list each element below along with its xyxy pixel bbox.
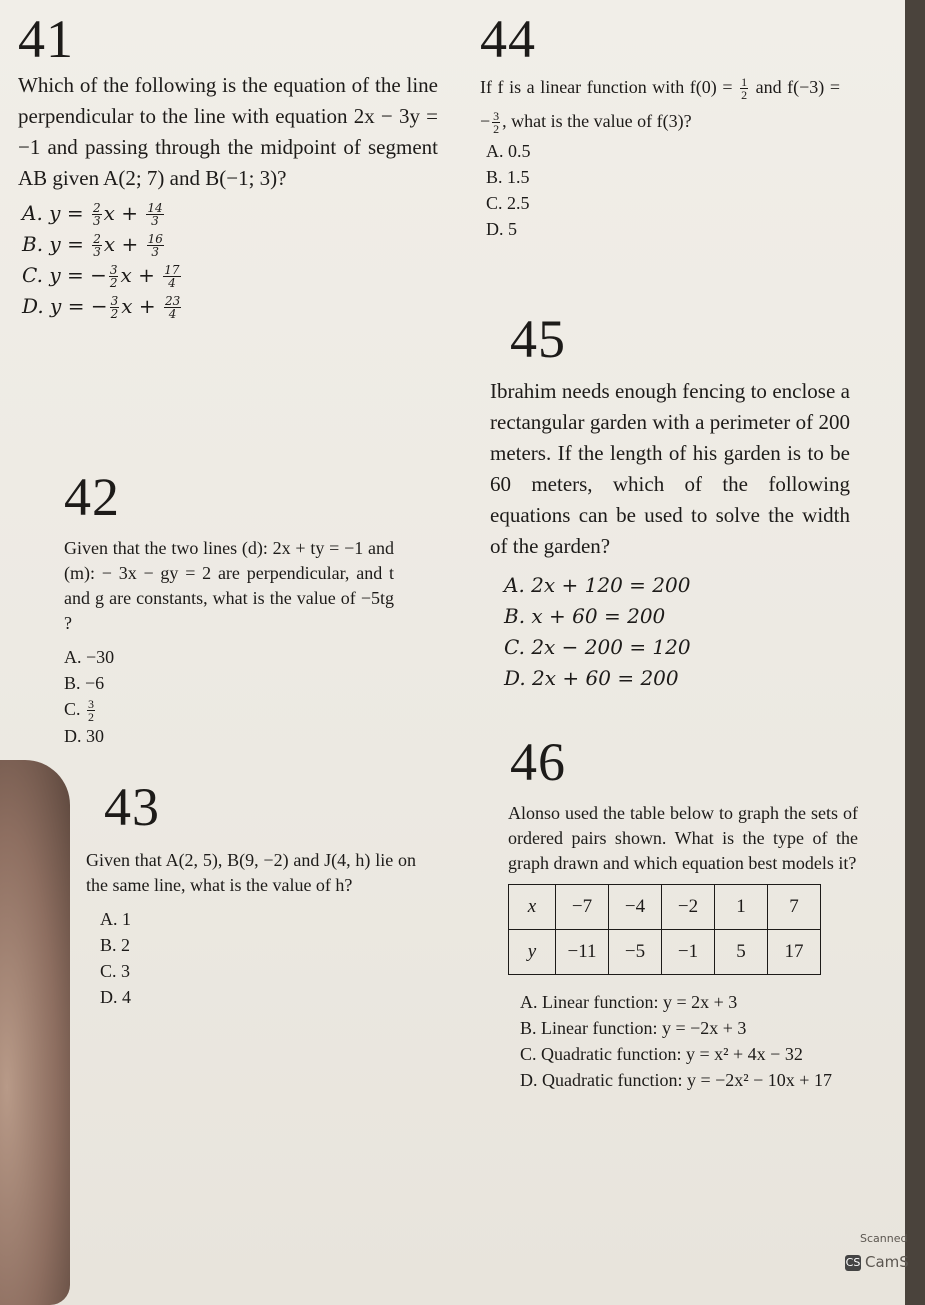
option-a[interactable]: A. y = $\frac{2}{3}$ x + $\frac{14}{3}$ [22,201,163,228]
question-text: Given that the two lines (d): 2x + ty = −1 and (m): − 3x − gy = 2 are perpendicular, and t and g are constants, what is the value of −5tg ? [64,538,394,633]
option-d[interactable]: D. 5 [486,219,517,239]
question-text: Alonso used the table below to graph the sets of ordered pairs shown. What is the type of the graph drawn and which equation best models it? [508,803,858,873]
option-d[interactable]: D. 4 [100,987,131,1007]
option-b[interactable]: B. x + 60 = 200 [504,604,666,628]
options-list [64,644,394,749]
options-list [22,198,438,322]
options-list [504,570,850,694]
question-number: 41 [18,9,74,69]
ordered-pairs-table [508,884,821,975]
options-list [100,906,416,1010]
table-header-x: x [509,885,556,930]
question-text: If f is a linear function with f(0) = $\frac{1}{2}$ and f(−3) = − $\frac{3}{2}$ , what is the value of f(3)? [480,75,841,137]
question-44 [480,9,841,242]
question-number: 43 [104,777,160,837]
question-43 [86,777,416,1010]
question-42 [64,467,394,749]
options-list [520,989,860,1093]
option-b[interactable]: B. −6 [64,673,105,693]
camscanner-watermark: CS CamS [845,1253,909,1271]
question-text: Given that A(2, 5), B(9, −2) and J(4, h) lie on the same line, what is the value of h? [86,850,416,895]
table-cell: 7 [768,885,821,930]
option-a[interactable]: A. Linear function: y = 2x + 3 [520,992,738,1012]
table-cell: −11 [556,930,609,975]
camscanner-logo-icon: CS [845,1255,861,1269]
table-cell: −2 [662,885,715,930]
table-row [509,885,821,930]
option-b[interactable]: B. Linear function: y = −2x + 3 [520,1018,747,1038]
table-cell: −5 [609,930,662,975]
option-d[interactable]: D. Quadratic function: y = −2x² − 10x + 17 [520,1070,832,1090]
option-c[interactable]: C. y = − $\frac{3}{2}$ x + $\frac{17}{4}$ [22,263,180,290]
table-cell: −7 [556,885,609,930]
option-a[interactable]: A. 2x + 120 = 200 [504,573,691,597]
option-c[interactable]: C. $\frac{3}{2}$ [64,697,95,725]
question-number: 46 [510,732,566,792]
option-b[interactable]: B. 1.5 [486,167,530,187]
question-41 [18,9,438,322]
option-a[interactable]: A. −30 [64,647,115,667]
option-c[interactable]: C. 2.5 [486,193,530,213]
option-a[interactable]: A. 0.5 [486,141,531,161]
question-text: Ibrahim needs enough fencing to enclose a rectangular garden with a perimeter of 200 meters. If the length of his garden is to be 60 meters, which of the following equations can be used to solve the width of the garden? [490,379,850,558]
question-45 [490,309,850,694]
question-number: 45 [510,309,566,369]
question-46 [508,732,858,1093]
option-d[interactable]: D. y = − $\frac{3}{2}$ x + $\frac{23}{4}$ [22,294,181,321]
question-number: 42 [64,467,120,527]
table-row [509,930,821,975]
table-header-y: y [509,930,556,975]
table-cell: 1 [715,885,768,930]
page-edge-shadow [905,0,925,1305]
option-c[interactable]: C. Quadratic function: y = x² + 4x − 32 [520,1044,803,1064]
table-cell: 17 [768,930,821,975]
option-a[interactable]: A. 1 [100,909,131,929]
option-b[interactable]: B. 2 [100,935,131,955]
scanned-label: Scanned [860,1232,908,1245]
table-cell: −4 [609,885,662,930]
option-c[interactable]: C. 2x − 200 = 120 [504,635,691,659]
question-text: Which of the following is the equation of the line perpendicular to the line with equation 2x − 3y = −1 and passing through the midpoint of segment AB given A(2; 7) and B(−1; 3)? [18,73,438,190]
table-cell: 5 [715,930,768,975]
options-list [486,138,840,242]
table-cell: −1 [662,930,715,975]
thumb-holding-page [0,760,70,1305]
option-c[interactable]: C. 3 [100,961,131,981]
option-d[interactable]: D. 30 [64,726,104,747]
question-number: 44 [480,9,536,69]
option-d[interactable]: D. 2x + 60 = 200 [504,666,679,690]
option-b[interactable]: B. y = $\frac{2}{3}$ x + $\frac{16}{3}$ [22,232,163,259]
